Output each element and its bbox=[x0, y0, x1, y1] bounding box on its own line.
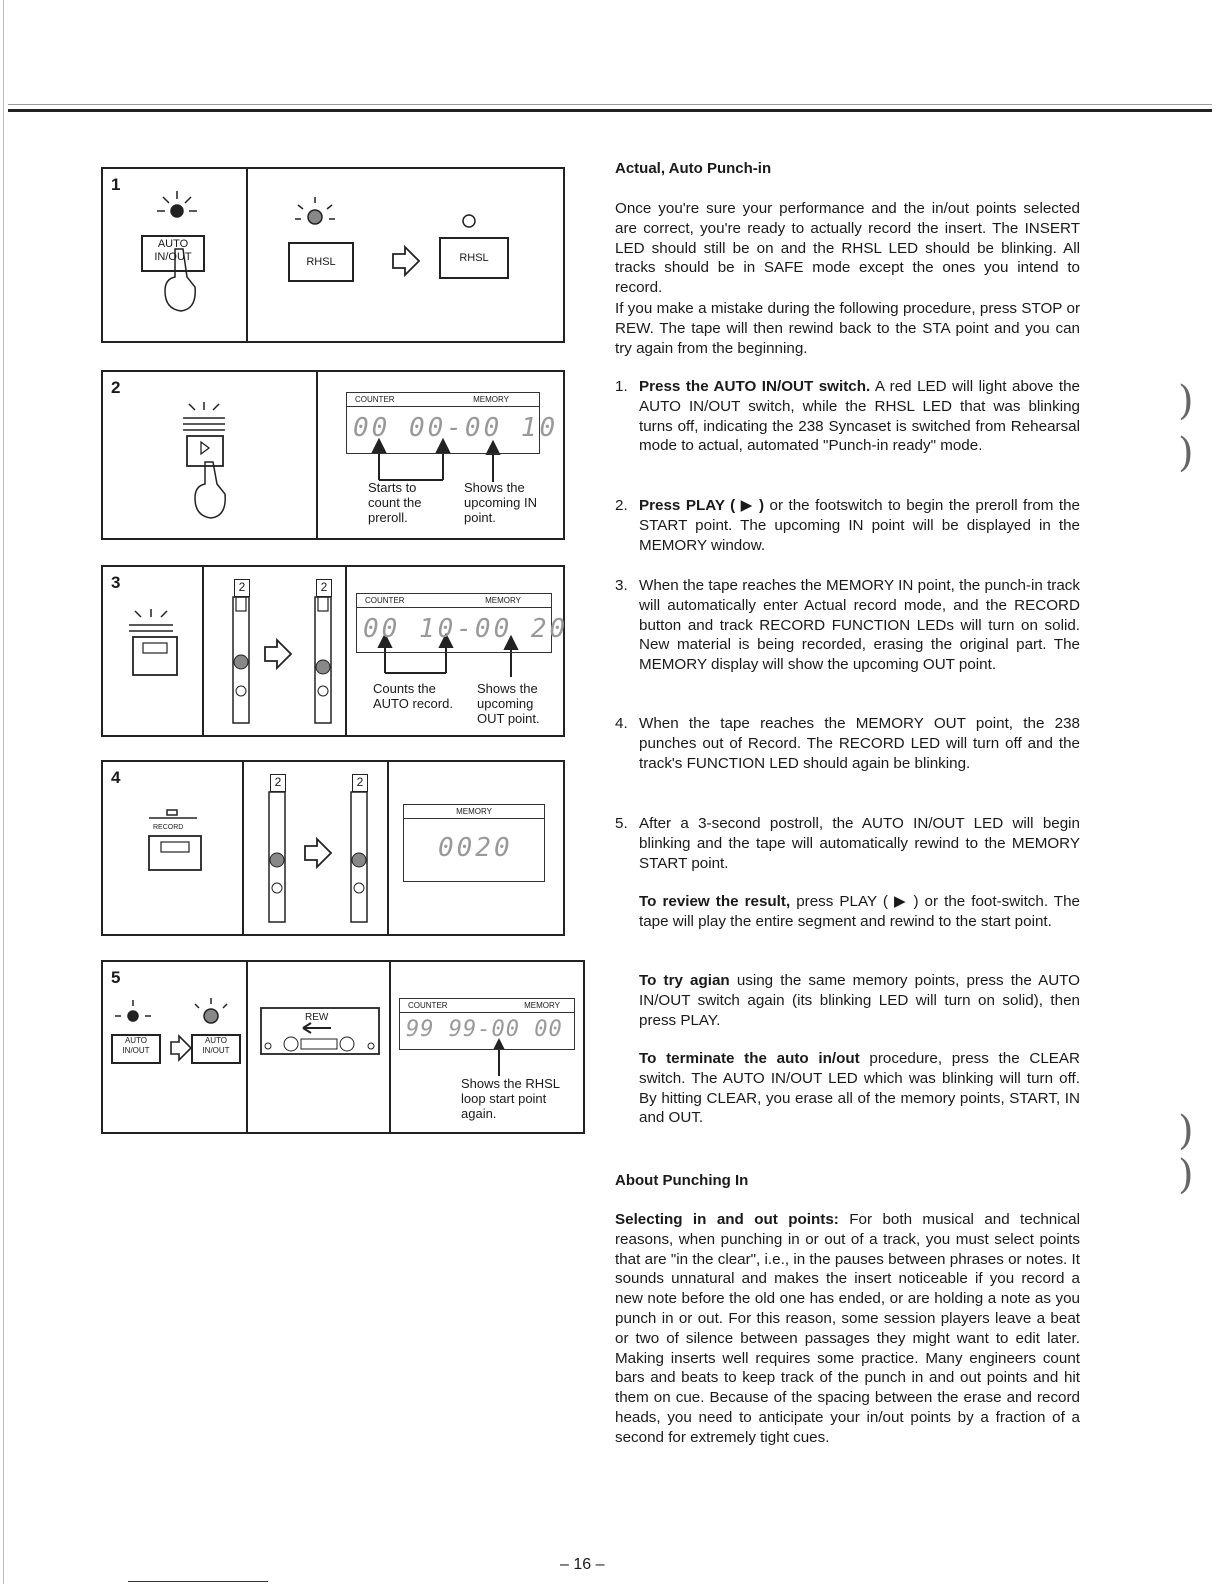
counter-label: COUNTER bbox=[408, 1001, 448, 1010]
header-rule bbox=[8, 109, 1212, 112]
hand-icon bbox=[195, 462, 225, 518]
caption-right: Shows the upcoming OUT point. bbox=[477, 681, 540, 726]
rhsl-blink-icon bbox=[295, 197, 335, 224]
counter-memory-display bbox=[346, 392, 559, 454]
figure-number: 5 bbox=[111, 968, 121, 987]
figure-1 bbox=[101, 167, 565, 343]
step-number: 2. bbox=[615, 497, 628, 514]
auto-led-icon bbox=[115, 1000, 151, 1021]
review-note: To review the result, press PLAY ( ▶ ) or the foot-switch. The tape will play the entire segment and rewind to the start point. bbox=[639, 893, 1080, 930]
terminate-note: To terminate the auto in/out procedure, press the CLEAR switch. The AUTO IN/OUT LED which was blinking will turn off. By hitting CLEAR, you erase all of the memory points, START, IN and OUT. bbox=[639, 1050, 1080, 1127]
display-digits: 00 00-00 10 bbox=[353, 413, 559, 443]
figure-number: 1 bbox=[111, 175, 121, 194]
rhsl-button-off: RHSL bbox=[439, 237, 509, 279]
step-text: A red LED will light above the AUTO IN/OUT switch, while the RHSL LED that was blinking turns off, indicating the 238 Syncaset is switched from Rehearsal mode to actual, automated "Punch-in ready" mode. bbox=[639, 378, 1080, 455]
figure-number: 3 bbox=[111, 573, 121, 592]
auto-in-out-button: AUTO IN/OUT bbox=[111, 1034, 161, 1064]
arrow-right-icon bbox=[171, 1036, 191, 1060]
step-number: 3. bbox=[615, 577, 628, 594]
channel-number-b: 2 bbox=[316, 579, 332, 597]
record-led-off-icon bbox=[149, 810, 197, 818]
step-text: When the tape reaches the MEMORY OUT point, the 238 punches out of Record. The RECORD LED will turn off and the track's FUNCTION LED should again be blinking. bbox=[639, 715, 1080, 772]
rhsl-button: RHSL bbox=[288, 242, 354, 282]
memory-label: MEMORY bbox=[473, 395, 509, 404]
caption: Shows the RHSL loop start point again. bbox=[461, 1076, 560, 1121]
try-again-note: To try agian using the same memory points, press the AUTO IN/OUT switch again (its blinking LED will turn on solid), then press PLAY. bbox=[639, 972, 1080, 1029]
function-led-icon bbox=[316, 660, 330, 674]
auto-in-out-button-blink: AUTO IN/OUT bbox=[191, 1034, 241, 1064]
intro-paragraph: Once you're sure your performance and the in/out points selected are correct, you're ready to actually record the insert. The INSERT LED should still be on and the RHSL LED should be blinking. All tracks should be in SAFE mode except the ones you intend to record. bbox=[615, 200, 1080, 297]
display-digits: 0020 bbox=[438, 833, 513, 863]
arrow-right-icon bbox=[393, 247, 419, 275]
section-heading-2: About Punching In bbox=[615, 1172, 749, 1189]
step-lead: Press PLAY ( ▶ ) bbox=[639, 497, 765, 514]
channel-number-a: 2 bbox=[234, 579, 250, 597]
figure-2 bbox=[101, 370, 565, 540]
figure-4 bbox=[101, 760, 565, 936]
step-number: 5. bbox=[615, 815, 628, 832]
rewind-arrow-icon bbox=[303, 1023, 331, 1033]
play-led-icon bbox=[183, 402, 225, 430]
memory-display bbox=[403, 804, 545, 882]
header-rule-thin bbox=[8, 104, 1212, 105]
figure-number: 4 bbox=[111, 768, 121, 787]
margin-bracket: ) bbox=[1178, 378, 1194, 424]
led-off-icon bbox=[463, 215, 475, 227]
caption-left: Counts the AUTO record. bbox=[373, 681, 453, 711]
memory-label: MEMORY bbox=[485, 596, 521, 605]
counter-label: COUNTER bbox=[365, 596, 405, 605]
channel-number-a: 2 bbox=[270, 774, 286, 792]
counter-memory-display bbox=[356, 593, 569, 653]
record-button bbox=[149, 836, 201, 870]
margin-bracket: ) bbox=[1178, 1108, 1194, 1154]
record-label: RECORD bbox=[153, 824, 184, 831]
margin-bracket: ) bbox=[1178, 430, 1194, 476]
intro-paragraph-2: If you make a mistake during the following procedure, press STOP or REW. The tape will then rewind back to the STA point and you can try again from the beginning. bbox=[615, 300, 1080, 357]
display-digits: 99 99-00 00 bbox=[406, 1017, 563, 1042]
margin-bracket: ) bbox=[1178, 1152, 1194, 1198]
punching-paragraph: Selecting in and out points: For both musical and technical reasons, when punching in or out of a track, you must select points that are "in the clear", i.e., in the pauses between phrases or notes. It sounds unnatural and makes the insert noticeable if you record a new note before the old one has ended, or are holding a note as you punch in or out. For this reason, some session players leave a beat or two of silence between passages they might want to edit later. Making inserts well requires some practice. Many engineers count bars and beats to keep track of the punch in and out points and hit them on cue. Because of the spacing between the erase and record heads, you need to anticipate your in/out points by a fraction of a second for extremely tight cues. bbox=[615, 1211, 1081, 1446]
memory-label: MEMORY bbox=[524, 1001, 560, 1010]
step-text: or the footswitch to begin the preroll from the START point. The upcoming IN point will be displayed in the MEMORY window. bbox=[639, 497, 1080, 554]
page-number: – 16 – bbox=[560, 1556, 605, 1573]
auto-in-out-button: AUTO IN/OUT bbox=[141, 235, 205, 272]
function-led-icon bbox=[234, 655, 248, 669]
step-text: When the tape reaches the MEMORY IN point, the punch-in track will automatically enter Actual record mode, and the RECORD button and track RECORD FUNCTION LEDs will turn on solid. New material is being recorded, erasing the original part. The MEMORY display will show the upcoming OUT point. bbox=[639, 577, 1080, 674]
led-icon bbox=[157, 191, 197, 217]
step-number: 4. bbox=[615, 715, 628, 732]
step-lead: Press the AUTO IN/OUT switch. bbox=[639, 378, 871, 395]
play-icon bbox=[201, 442, 209, 454]
step-number: 1. bbox=[615, 378, 628, 395]
display-digits: 00 10-00 20 bbox=[363, 614, 569, 644]
arrow-right-icon bbox=[305, 839, 331, 867]
section-heading: Actual, Auto Punch-in bbox=[615, 160, 772, 177]
counter-memory-display bbox=[399, 998, 575, 1050]
footer-rule bbox=[128, 1581, 268, 1582]
caption-right: Shows the upcoming IN point. bbox=[464, 480, 537, 525]
arrow-right-icon bbox=[265, 640, 291, 668]
rew-label: REW bbox=[305, 1012, 329, 1023]
figure-3 bbox=[101, 565, 569, 737]
auto-blink-icon bbox=[195, 998, 227, 1023]
memory-label: MEMORY bbox=[456, 807, 492, 816]
page-edge bbox=[3, 0, 4, 1584]
figure-5 bbox=[101, 960, 585, 1134]
caption-left: Starts to count the preroll. bbox=[368, 480, 422, 525]
counter-label: COUNTER bbox=[355, 395, 395, 404]
step-text: After a 3-second postroll, the AUTO IN/OUT LED will begin blinking and the tape will automatically rewind to the MEMORY START point. bbox=[639, 815, 1080, 872]
figure-number: 2 bbox=[111, 378, 121, 397]
record-led-icon bbox=[129, 609, 173, 631]
channel-number-b: 2 bbox=[352, 774, 368, 792]
